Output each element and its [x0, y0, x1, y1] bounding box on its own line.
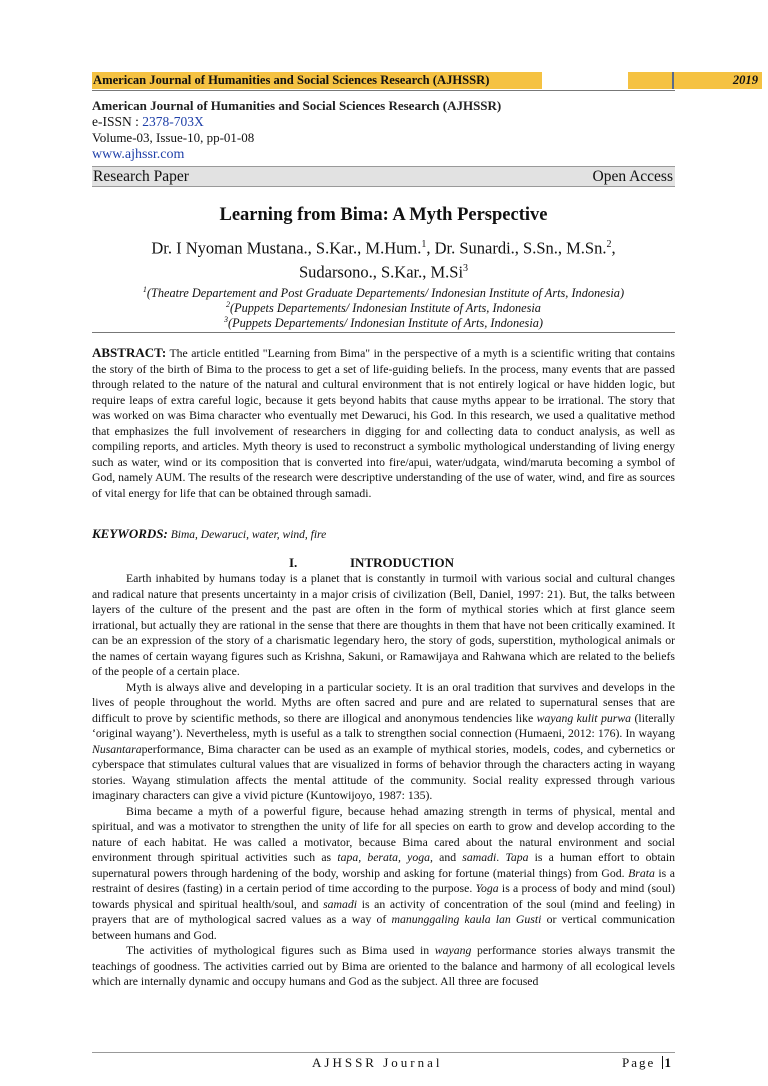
footer-rule	[92, 1052, 675, 1053]
p4-italic-wayang: wayang	[434, 944, 472, 957]
author-3: Sudarsono., S.Kar., M.Si	[298, 262, 464, 281]
page-footer	[92, 1052, 675, 1072]
p2-italic-wayang-kulit: wayang kulit purwa	[536, 711, 632, 725]
p3-text-c: and	[432, 851, 463, 864]
running-header-title: American Journal of Humanities and Social Sciences Research (AJHSSR)	[92, 72, 542, 89]
footer-separator	[662, 1056, 663, 1069]
p3-italic-manunggaling: manunggaling kaula lan Gusti	[391, 913, 542, 926]
open-access-label: Open Access	[592, 168, 673, 185]
p3-text-g: is a human effort to obtain supernatural powers through hardening of the body, worship and asking for fortune (material things) from God.	[92, 851, 675, 880]
author-2: , Dr. Sunardi., S.Sn., M.Sn.	[426, 238, 607, 258]
paragraph-4	[92, 943, 675, 990]
p2-text-a: Myth is always alive and developing in a particular society. It is an oral tradition that survives and develops in the lives of people throughout the world. Myths are often sacred and pure and are related to supernatural senses that are difficult to prove by scientific methods, so there are illogical and anonymous tendencies like	[92, 680, 675, 725]
journal-name: American Journal of Humanities and Social Sciences Research (AJHSSR)	[92, 98, 502, 113]
journal-url-link[interactable]: www.ajhssr.com	[92, 147, 185, 162]
p3-text-a: Bima became a myth of a powerful figure, because hehad amazing strength in terms of physical, mental and spiritual, and was a motivator to strengthen the unity of life for all species on earth to grow and develop according to the nature of each habitat. He was called a motivator, because Bima cared about the natural environment and social environment through spiritual activities such as	[92, 804, 675, 864]
affiliation-3	[92, 312, 675, 331]
journal-volume: Volume-03, Issue-10, pp-01-08	[92, 130, 255, 145]
running-header	[92, 72, 758, 89]
journal-issn	[92, 114, 675, 130]
keywords-text: Bima, Dewaruci, water, wind, fire	[167, 529, 327, 541]
p2-text-e: performance, Bima character can be used as an example of mythical stories, models, codes, and cybernetics or cyberspace that stimulates cultural values that are visualized in forms of behavior through the characters acting in wayang stories. Wayang stimulation affects the mental attitude of the community. Social reality expressed through various imaginary characters can give a vivid picture (Kuntowijoyo, 1987: 135).	[92, 742, 675, 802]
footer-page	[622, 1055, 671, 1071]
affiliation-1-text: (Theatre Departement and Post Graduate Departements/ Indonesian Institute of Arts, Indonesia)	[146, 286, 625, 301]
author-3-sup: 3	[463, 262, 469, 274]
p2-text-c: (literally ‘original wayang’). Nevertheless, myth is useful as a talk to strengthen social connection (Humaeni, 2012: 176). In wayang	[92, 711, 675, 740]
header-rule	[92, 90, 675, 91]
paper-title: Learning from Bima: A Myth Perspective	[219, 205, 548, 225]
author-1-sup: 1	[421, 239, 427, 250]
article-type-label: Research Paper	[93, 168, 189, 185]
p2-italic-nusantara: Nusantara	[92, 742, 142, 756]
running-header-year: 2019	[628, 72, 762, 89]
p3-text-i: is a restraint of desires (fasting) in a certain period of time according to the purpose.	[92, 866, 675, 895]
issn-label: e-ISSN :	[92, 114, 143, 129]
p4-text-a: The activities of mythological figures such as Bima used in	[126, 944, 435, 957]
journal-info	[92, 98, 675, 163]
author-1: Dr. I Nyoman Mustana., S.Kar., M.Hum.	[151, 238, 422, 258]
p3-italic-tapa: Tapa	[505, 851, 529, 864]
affiliation-2-sup: 2	[226, 300, 231, 309]
paragraph-1: Earth inhabited by humans today is a planet that is constantly in turmoil with various social and cultural changes and radical nature that presents uncertainty in a major crisis of civilization (Bell, Daniel, 1997: 21). But, the talks between layers of the culture of the present and the past are often in the form of mythical stories which at first glance seem irrational, but actually they are rational in the sense that there are thoughts in them that have not been critically examined. It can be an expression of the story of a charismatic legendary hero, the story of gods, superstition, mythological animals or the names of certain wayang figures such as Krishna, Sakuni, or Ramawijaya and Rahwana which are related to the beliefs of the people of a certain place.	[92, 572, 675, 678]
footer-page-number: 1	[664, 1055, 671, 1070]
p3-italic-terms: tapa, berata, yoga,	[337, 851, 433, 864]
section-number: I.	[289, 555, 298, 570]
p3-italic-brata: Brata	[628, 866, 655, 880]
abstract-text: The article entitled "Learning from Bima" in the perspective of a myth is a scientific writing that contains the story of the birth of Bima to the process to get a set of life-guiding beliefs. In the process, many events that are passed through related to the nature of the natural and cultural environment that is not entirely logical or have hidden logic, but require leaps of extra careful logic, because it gets beyond habits that cause myths appear to be irrational. The story that was worked on was Bima character who eventually met Dewaruci, his God. In this research, we used a qualitative method that emphasizes the full involvement of researchers in digging for and collecting data to conduct analysis, as well as compiling reports, and articles. Myth theory is used to reconstruct a symbolic mythological understanding of living energy such as water, wind or its composition that is converted into fire/apui, water/udgata, wind/maruta becoming a symbol of God, namely AUM. The results of the research were descriptive understanding of the use of water, wind, and fire as sources of vital energy for life that can be obtained through samadi.	[92, 347, 675, 500]
affiliation-3-sup: 3	[223, 315, 228, 324]
keywords-label: KEYWORDS:	[92, 526, 168, 541]
abstract	[92, 345, 675, 501]
paragraph-2	[92, 680, 675, 804]
p3-italic-samadi-2: samadi	[323, 897, 358, 911]
p3-text-k: is a process of body and mind (soul) towards physical and spiritual health/soul, and	[92, 882, 675, 911]
introduction-body	[92, 571, 675, 990]
paragraph-3	[92, 804, 675, 944]
author-2-sup: 2	[606, 239, 612, 250]
p3-italic-samadi: samadi	[462, 851, 497, 864]
keywords	[92, 526, 675, 544]
footer-journal: AJHSSR Journal	[312, 1055, 443, 1070]
p3-text-o: or vertical communication between humans and God.	[92, 913, 675, 942]
header-accent-bar	[672, 72, 674, 89]
p3-text-e: .	[496, 851, 506, 864]
abstract-label: ABSTRACT:	[92, 345, 167, 360]
p3-text-m: is an activity of concentration of the soul (mind and feeling) in prayers that are of mythological sacred values as a way of	[92, 897, 675, 926]
author-2-tail: ,	[611, 238, 616, 258]
section-rule	[92, 332, 675, 333]
p4-text-c: performance stories always transmit the teachings of goodness. The activities carried out by Bima are oriented to the balance and harmony of all ecological levels which are internally dynamic and occupy humans and God as the subject. All three are focused	[92, 944, 675, 988]
section-title: INTRODUCTION	[350, 555, 455, 570]
affiliation-3-text: (Puppets Departements/ Indonesian Institute of Arts, Indonesia)	[227, 316, 543, 331]
p3-italic-yoga: Yoga	[475, 882, 499, 895]
affiliation-2-text: (Puppets Departements/ Indonesian Institute of Arts, Indonesia	[230, 301, 541, 316]
author-list	[112, 235, 655, 282]
affiliation-1-sup: 1	[142, 285, 147, 294]
article-type-bar	[92, 166, 675, 187]
issn-value: 2378-703X	[142, 114, 204, 129]
footer-page-label: Page	[621, 1055, 656, 1070]
